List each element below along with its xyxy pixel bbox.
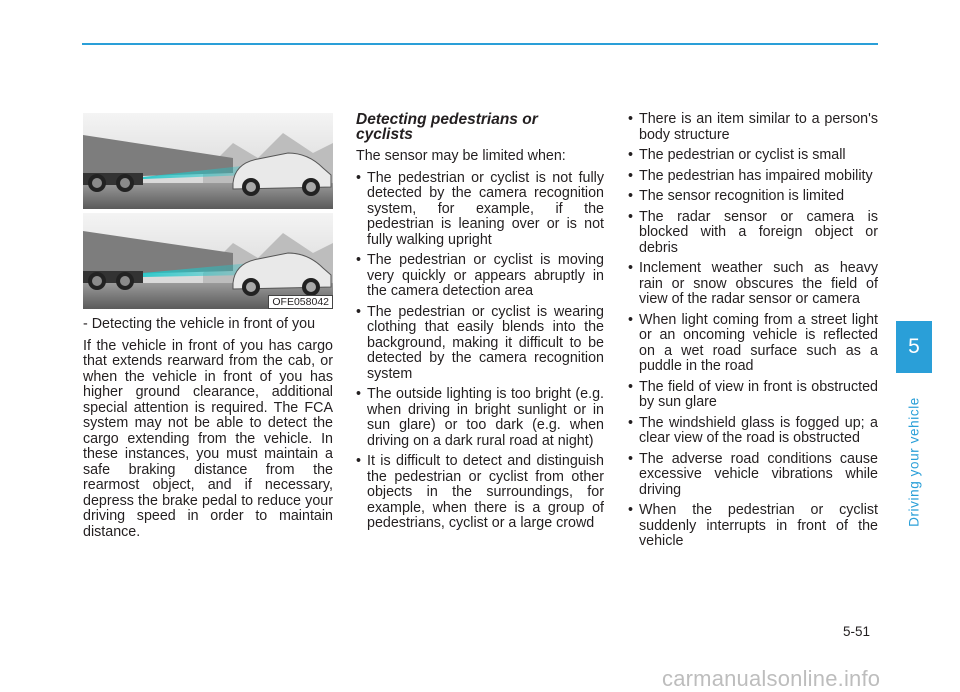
watermark-text: carmanualsonline.info bbox=[662, 666, 881, 691]
list-item: • The pedestrian or cyclist is small bbox=[628, 148, 878, 164]
header-rule bbox=[82, 43, 878, 45]
page-number: 5-51 bbox=[843, 624, 871, 639]
pedestrian-limitations-list bbox=[356, 171, 604, 532]
list-item: • There is an item similar to a person's body structure bbox=[628, 112, 878, 143]
section-heading: Detecting pedestrians or cyclists bbox=[356, 111, 538, 143]
list-item: • When the pedestrian or cyclist suddenly interrupts in front of the vehicle bbox=[628, 503, 878, 550]
list-item: • The pedestrian has impaired mobility bbox=[628, 169, 878, 185]
figure-code: OFE058042 bbox=[268, 295, 333, 309]
truck-car-illustration bbox=[83, 113, 333, 309]
list-item: • When light coming from a street light or an oncoming vehicle is reflected on a wet road surface such as a puddle in the road bbox=[628, 313, 878, 375]
right-column bbox=[628, 112, 878, 555]
chapter-label: Driving your vehicle bbox=[906, 397, 922, 527]
list-item: • The outside lighting is too bright (e.g. when driving in bright sunlight or in sun glare) or too dark (e.g. when driving on a dark rural road at night) bbox=[356, 387, 604, 449]
list-item: • The field of view in front is obstructed by sun glare bbox=[628, 380, 878, 411]
fca-illustration bbox=[83, 113, 333, 309]
list-item: • It is difficult to detect and distinguish the pedestrian or cyclist from other objects in the surroundings, for example, when there is a group of pedestrians, cyclist or a large crowd bbox=[356, 454, 604, 532]
list-item: • The radar sensor or camera is blocked with a foreign object or debris bbox=[628, 210, 878, 257]
left-column bbox=[83, 317, 333, 540]
list-item: • The pedestrian or cyclist is wearing clothing that easily blends into the background, making it difficult to be detected by the camera recognition system bbox=[356, 305, 604, 383]
left-lead: - Detecting the vehicle in front of you bbox=[83, 316, 316, 332]
list-item: • The adverse road conditions cause excessive vehicle vibrations while driving bbox=[628, 452, 878, 499]
list-item: • The pedestrian or cyclist is not fully detected by the camera recognition system, for example, if the pedestrian is leaning over or is not fully walking upright bbox=[356, 171, 604, 249]
left-body: If the vehicle in front of you has cargo that extends rearward from the cab, or when the vehicle in front of you has higher ground clearance, additional special attention is required. The FCA system may not be able to detect the cargo extending from the vehicle. In these instances, you must maintain a safe braking distance from the rearmost object, and if necessary, depress the brake pedal to reduce your driving speed in order to maintain distance. bbox=[83, 337, 333, 540]
list-item: • The sensor recognition is limited bbox=[628, 189, 878, 205]
list-item: • The windshield glass is fogged up; a clear view of the road is obstructed bbox=[628, 416, 878, 447]
list-item: • The pedestrian or cyclist is moving very quickly or appears abruptly in the camera detection area bbox=[356, 253, 604, 300]
chapter-tab: 5 bbox=[896, 321, 932, 373]
sensor-limitations-list bbox=[628, 112, 878, 550]
middle-column bbox=[356, 112, 604, 537]
section-intro: The sensor may be limited when: bbox=[356, 148, 566, 164]
list-item: • Inclement weather such as heavy rain or snow obscures the field of view of the radar sensor or camera bbox=[628, 261, 878, 308]
